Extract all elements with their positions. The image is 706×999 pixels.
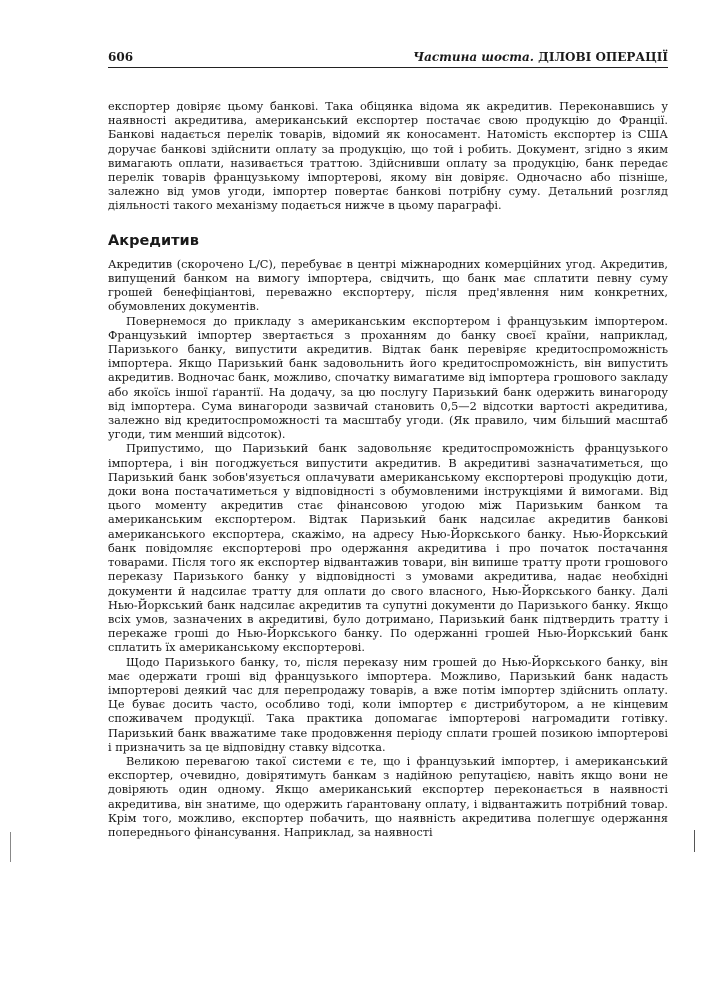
paragraph: Акредитив (скорочено L/C), перебуває в центрі міжнародних комерційних угод. Акредитив, випущений банком на вимогу імпортера, свідчить, що банк має сплатити певну суму грошей бенефіціантові, переважно експортеру, після пред'явлення ним конкретних, обумовлених документів. <box>108 257 668 314</box>
scan-artifact-left <box>10 832 11 862</box>
scan-artifact-right <box>694 830 695 852</box>
page-number: 606 <box>108 50 134 64</box>
running-header <box>108 50 668 68</box>
paragraph: Повернемося до прикладу з американським експортером і французьким імпортером. Французький імпортер звертається з проханням до банку своєї країни, наприклад, Паризького банку, випустити акредитив. Відтак банк перевіряє кредитоспроможність імпортера. Якщо Паризький банк задовольнить його кредитоспроможність, він випустить акредитив. Водночас банк, можливо, спочатку вимагатиме від імпортера грошового закладу або якоїсь іншої ґарантії. На додачу, за цю послугу Паризький банк одержить винагороду від імпортера. Сума винагороди зазвичай становить 0,5—2 відсотки вартості акредитива, залежно від кредитоспроможності та масштабу угоди. (Як правило, чим більший масштаб угоди, тим менший відсоток). <box>108 314 668 442</box>
page <box>108 50 668 840</box>
body-text <box>108 100 668 840</box>
paragraph: Щодо Паризького банку, то, після переказу ним грошей до Нью-Йоркського банку, він має одержати гроші від французького імпортера. Можливо, Паризький банк надасть імпортерові деякий час для перепродажу товарів, а вже потім імпортер здійснить оплату. Це буває досить часто, особливо тоді, коли імпортер є дистрибутором, а не кінцевим споживачем продукції. Така практика допомагає імпортерові нагромадити готівку. Паризький банк вважатиме таке продовження періоду сплати грошей позикою імпортерові і призначить за це відповідну ставку відсотка. <box>108 655 668 754</box>
section-heading: Акредитив <box>108 232 199 249</box>
intro-paragraph: експортер довіряє цьому банкові. Така обіцянка відома як акредитив. Переконавшись у наявності акредитива, американський експортер постачає свою продукцію до Франції. Банкові надається перелік товарів, відомий як коносамент. Натомість експортер із США доручає банкові здійснити оплату за продукцію, що той і робить. Документ, згідно з яким вимагають оплати, називається траттою. Здійснивши оплату за продукцію, банк передає перелік товарів французькому імпортерові, якому він довіряє. Одночасно або пізніше, залежно від умов угоди, імпортер повертає банкові потрібну суму. Детальний розгляд діяльності такого механізму подається нижче в цьому параграфі. <box>108 100 668 213</box>
paragraph: Великою перевагою такої системи є те, що і французький імпортер, і американський експортер, очевидно, довірятимуть банкам з надійною репутацією, навіть якщо вони не довіряють один одному. Якщо американський експортер переконається в наявності акредитива, він знатиме, що одержить ґарантовану оплату, і відвантажить потрібний товар. Крім того, можливо, експортер побачить, що наявність акредитива полегшує одержання попереднього фінансування. Наприклад, за наявності <box>108 754 668 839</box>
part-title <box>413 50 668 64</box>
part-name: ДІЛОВІ ОПЕРАЦІЇ <box>538 50 668 64</box>
paragraph: Припустимо, що Паризький банк задовольняє кредитоспроможність французького імпортера, і він погоджується випустити акредитив. В акредитиві зазначатиметься, що Паризький банк зобов'язується оплачувати американському експортерові продукцію доти, доки вона постачатиметься у відповідності з обумовленими інструкціями й вимогами. Від цього моменту акредитив стає фінансовою угодою між Паризьким банком та американським експортером. Відтак Паризький банк надсилає акредитив банкові американського експортера, скажімо, на адресу Нью-Йоркського банку. Нью-Йоркський банк повідомляє експортерові про одержання акредитива і про початок постачання товарами. Після того як експортер відвантажив товари, він випише тратту проти грошового переказу Паризького банку у відповідності з умовами акредитива, надає необхідні документи й надсилає тратту для оплати до свого власного, Нью-Йоркського банку. Далі Нью-Йоркський банк надсилає акредитив та супутні документи до Паризького банку. Якщо всіх умов, зазначених в акредитиві, було дотримано, Паризький банк підтвердить тратту і перекаже гроші до Нью-Йоркського банку. По одержанні грошей Нью-Йоркський банк сплатить їх американському експортерові. <box>108 442 668 655</box>
part-prefix: Частина шоста. <box>413 50 534 64</box>
